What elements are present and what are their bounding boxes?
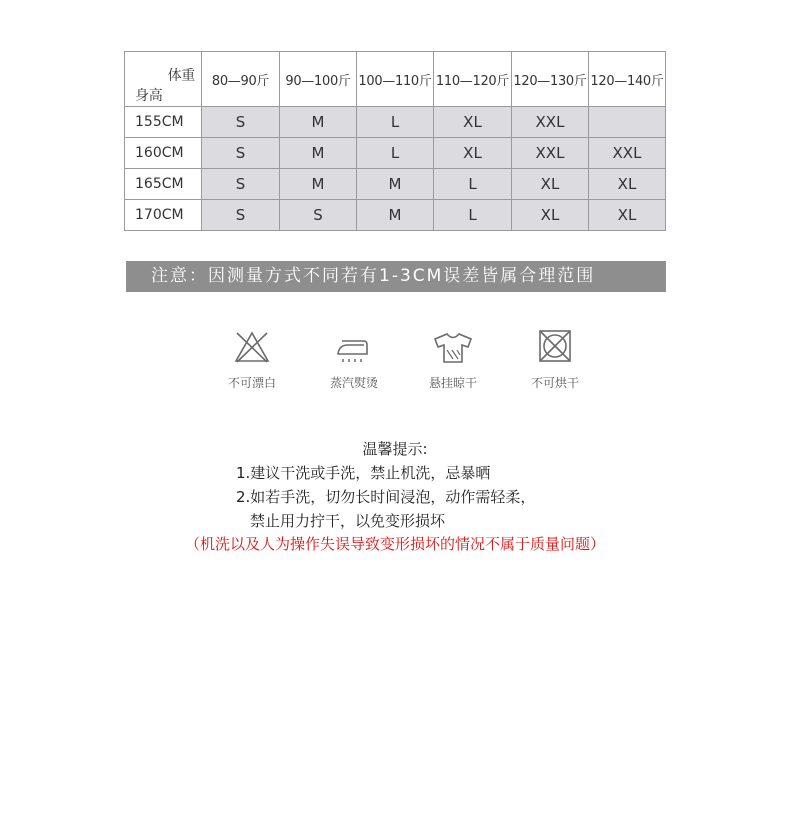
care-label: 蒸汽熨烫 <box>329 376 378 390</box>
size-cell: L <box>434 169 512 200</box>
size-chart-table <box>124 51 666 231</box>
weight-range-header: 90—100斤 <box>280 52 357 107</box>
height-cell: 160CM <box>125 138 202 169</box>
size-cell: L <box>357 107 434 138</box>
care-label: 不可漂白 <box>227 376 276 390</box>
measurement-note: 注意：因测量方式不同若有1-3CM误差皆属合理范围 <box>126 261 666 292</box>
height-cell: 170CM <box>125 200 202 231</box>
size-cell: S <box>202 107 280 138</box>
size-cell: XL <box>589 200 666 231</box>
care-item-no-bleach <box>207 330 297 391</box>
size-cell: S <box>202 200 280 231</box>
height-header: 身高 <box>135 88 163 104</box>
care-label: 不可烘干 <box>530 376 579 390</box>
size-cell: M <box>280 107 357 138</box>
size-cell: XL <box>434 107 512 138</box>
height-cell: 155CM <box>125 107 202 138</box>
size-cell: M <box>280 138 357 169</box>
care-item-steam-iron <box>309 330 399 391</box>
size-cell: XXL <box>589 138 666 169</box>
weight-range-header: 120—140斤 <box>589 52 666 107</box>
size-cell: M <box>280 169 357 200</box>
care-item-no-tumble-dry <box>510 330 600 391</box>
size-cell <box>589 107 666 138</box>
weight-header: 体重 <box>167 68 195 84</box>
table-row <box>125 169 666 200</box>
tip-line-1: 1.建议干洗或手洗，禁止机洗，忌暴晒 <box>236 464 491 482</box>
care-item-hang-dry <box>408 330 498 391</box>
weight-range-header: 110—120斤 <box>434 52 512 107</box>
weight-range-header: 120—130斤 <box>512 52 589 107</box>
height-cell: 165CM <box>125 169 202 200</box>
size-cell: M <box>357 169 434 200</box>
tip-line-2: 2.如若手洗，切勿长时间浸泡，动作需轻柔， <box>236 488 536 506</box>
size-cell: XXL <box>512 107 589 138</box>
table-row <box>125 200 666 231</box>
size-cell: XL <box>434 138 512 169</box>
corner-cell <box>125 52 202 107</box>
tips-title: 温馨提示: <box>362 440 428 458</box>
weight-range-header: 80—90斤 <box>202 52 280 107</box>
no-bleach-icon <box>232 330 272 364</box>
steam-iron-icon <box>334 330 374 364</box>
warning-text: （机洗以及人为操作失误导致变形损坏的情况不属于质量问题） <box>184 535 605 553</box>
table-row <box>125 107 666 138</box>
size-cell: S <box>202 169 280 200</box>
hang-dry-icon <box>433 330 473 364</box>
size-cell: L <box>434 200 512 231</box>
care-label: 悬挂晾干 <box>428 376 477 390</box>
size-cell: S <box>202 138 280 169</box>
size-cell: L <box>357 138 434 169</box>
size-cell: M <box>357 200 434 231</box>
table-row <box>125 138 666 169</box>
size-cell: XL <box>512 169 589 200</box>
size-cell: XL <box>512 200 589 231</box>
size-cell: XL <box>589 169 666 200</box>
no-tumble-dry-icon <box>535 330 575 364</box>
tip-line-3: 禁止用力拧干，以免变形损坏 <box>250 512 446 530</box>
size-cell: S <box>280 200 357 231</box>
size-cell: XXL <box>512 138 589 169</box>
table-header-row <box>125 52 666 107</box>
weight-range-header: 100—110斤 <box>357 52 434 107</box>
